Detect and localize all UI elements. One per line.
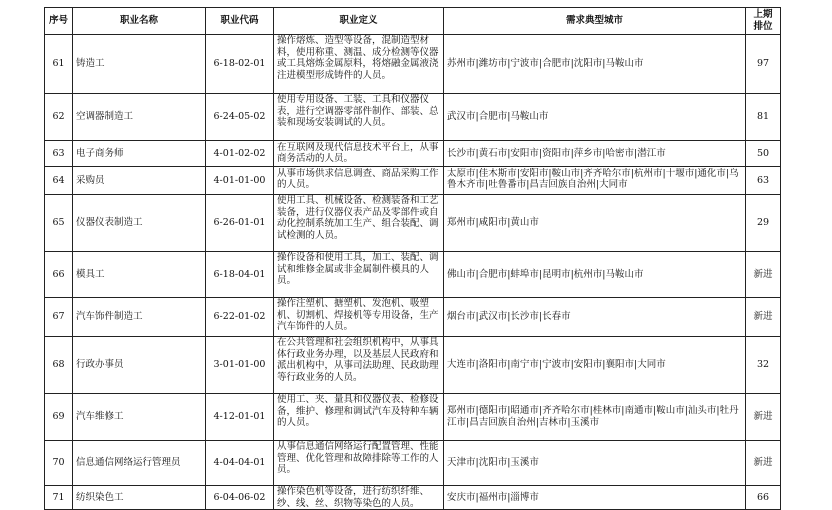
cell-rank: 新进 [746,252,781,298]
cell-no: 67 [45,298,73,337]
table-row [45,394,781,441]
cell-code: 4-04-04-01 [206,441,274,486]
cell-cities: 佛山市|合肥市|蚌埠市|昆明市|杭州市|马鞍山市 [444,252,746,298]
cell-code: 6-26-01-01 [206,195,274,252]
cell-code: 6-22-01-02 [206,298,274,337]
cell-code: 6-18-04-01 [206,252,274,298]
cell-cities: 大连市|洛阳市|南宁市|宁波市|安阳市|襄阳市|大同市 [444,337,746,394]
header-definition: 职业定义 [274,8,444,35]
cell-code: 6-04-06-02 [206,486,274,510]
cell-definition: 从事信息通信网络运行配置管理、性能管理、优化管理和故障排除等工作的人员。 [277,441,439,476]
cell-rank: 新进 [746,298,781,337]
cell-definition: 操作设备和使用工具，加工、装配、调试和维修金属或非金属制件模具的人员。 [277,252,439,287]
cell-cities: 天津市|沈阳市|玉溪市 [444,441,746,486]
cell-name: 模具工 [73,252,206,298]
header-rank: 上期排位 [746,8,781,35]
cell-name: 行政办事员 [73,337,206,394]
cell-cities: 烟台市|武汉市|长沙市|长春市 [444,298,746,337]
cell-rank: 29 [746,195,781,252]
cell-definition: 使用专用设备、工装、工具和仪器仪表，进行空调器零部件制作、部装、总装和现场安装调试的人员。 [277,94,439,129]
cell-name: 铸造工 [73,35,206,94]
header-name: 职业名称 [73,8,206,35]
cell-rank: 63 [746,167,781,195]
cell-no: 65 [45,195,73,252]
cell-no: 70 [45,441,73,486]
cell-name: 汽车饰件制造工 [73,298,206,337]
cell-no: 66 [45,252,73,298]
cell-definition: 操作染色机等设备，进行纺织纤维、纱、线、丝、织物等染色的人员。 [277,486,430,509]
cell-code: 3-01-01-00 [206,337,274,394]
cell-name: 电子商务师 [73,141,206,167]
cell-cities: 苏州市|潍坊市|宁波市|合肥市|沈阳市|马鞍山市 [444,35,746,94]
cell-no: 69 [45,394,73,441]
cell-no: 61 [45,35,73,94]
table-row [45,35,781,94]
cell-cities: 郑州市|咸阳市|黄山市 [444,195,746,252]
cell-name: 信息通信网络运行管理员 [73,441,206,486]
cell-cities: 郑州市|德阳市|昭通市|齐齐哈尔市|桂林市|南通市|鞍山市|汕头市|牡丹江市|昌吉回族自治州|吉林市|玉溪市 [447,405,739,428]
table-row [45,167,781,195]
cell-definition: 使用工、夹、量具和仪器仪表、检修设备，维护、修理和调试汽车及特种车辆的人员。 [277,394,439,429]
cell-definition: 操作熔炼、造型等设备，混制造型材料，使用称重、测温、成分检测等仪器或工具熔炼金属原料，将熔融金属液浇注进模型形成铸件的人员。 [277,35,439,81]
header-cities: 需求典型城市 [444,8,746,35]
cell-rank: 81 [746,94,781,141]
cell-rank: 新进 [746,394,781,441]
cell-no: 63 [45,141,73,167]
cell-definition: 在互联网及现代信息技术平台上，从事商务活动的人员。 [277,141,439,165]
cell-rank: 新进 [746,441,781,486]
table-row [45,298,781,337]
cell-definition: 使用工具、机械设备、检测装备和工艺装备，进行仪器仪表产品及零部件或自动化控制系统加工生产、组合装配、调试检测的人员。 [277,195,439,241]
cell-rank: 32 [746,337,781,394]
cell-code: 4-12-01-01 [206,394,274,441]
cell-rank: 66 [746,486,781,510]
header-code: 职业代码 [206,8,274,35]
table-row [45,486,781,510]
cell-code: 4-01-02-02 [206,141,274,167]
cell-no: 71 [45,486,73,510]
cell-name: 汽车维修工 [73,394,206,441]
cell-name: 仪器仪表制造工 [73,195,206,252]
table-row [45,252,781,298]
cell-name: 纺织染色工 [73,486,206,510]
table-row [45,195,781,252]
cell-rank: 97 [746,35,781,94]
table-row [45,94,781,141]
cell-no: 68 [45,337,73,394]
header-no: 序号 [45,8,73,35]
cell-definition: 在公共管理和社会组织机构中，从事具体行政业务办理，以及基层人民政府和派出机构中，从事司法助理、民政助理等行政业务的人员。 [277,337,439,383]
cell-rank: 50 [746,141,781,167]
cell-code: 6-18-02-01 [206,35,274,94]
cell-code: 4-01-01-00 [206,167,274,195]
cell-cities: 武汉市|合肥市|马鞍山市 [444,94,746,141]
cell-name: 空调器制造工 [73,94,206,141]
header-row [45,8,781,35]
occupation-table [44,7,781,510]
cell-definition: 从事市场供求信息调查、商品采购工作的人员。 [277,167,439,191]
table-row [45,141,781,167]
cell-cities: 长沙市|黄石市|安阳市|资阳市|萍乡市|哈密市|潜江市 [444,141,746,167]
cell-cities: 太原市|佳木斯市|安阳市|鞍山市|齐齐哈尔市|杭州市|十堰市|通化市|乌鲁木齐市|吐鲁番市|昌吉回族自治州|大同市 [447,167,739,191]
cell-no: 64 [45,167,73,195]
cell-cities: 安庆市|福州市|淄博市 [444,486,746,510]
table-row [45,337,781,394]
cell-definition: 操作注塑机、搪塑机、发泡机、吸塑机、切割机、焊接机等专用设备，生产汽车饰件的人员。 [277,298,439,333]
cell-code: 6-24-05-02 [206,94,274,141]
table-row [45,441,781,486]
cell-no: 62 [45,94,73,141]
cell-name: 采购员 [73,167,206,195]
